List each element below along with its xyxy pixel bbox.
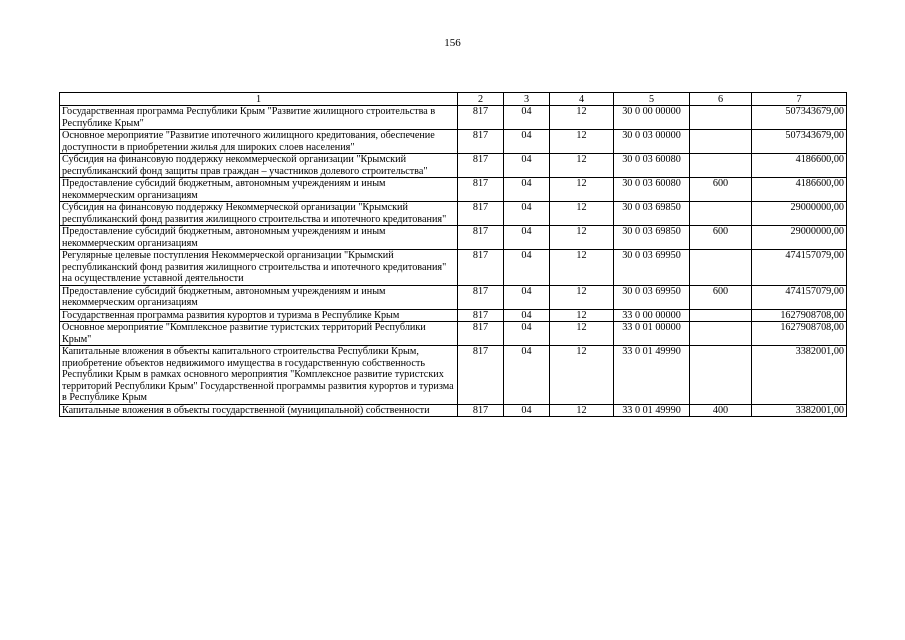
cell-csr: 30 0 03 69850 — [614, 202, 690, 226]
cell-vr — [690, 250, 752, 286]
cell-rz: 04 — [504, 285, 550, 309]
cell-pr: 12 — [550, 309, 614, 322]
cell-pr: 12 — [550, 250, 614, 286]
cell-ved: 817 — [458, 250, 504, 286]
cell-ved: 817 — [458, 202, 504, 226]
cell-name: Регулярные целевые поступления Некоммерческой организации "Крымский республиканский фонд развития жилищного строительства и ипотечного кредитования" на осуществление уставной деятельности — [60, 250, 458, 286]
cell-rz: 04 — [504, 106, 550, 130]
cell-ved: 817 — [458, 154, 504, 178]
cell-csr: 30 0 03 00000 — [614, 130, 690, 154]
cell-pr: 12 — [550, 154, 614, 178]
cell-csr: 30 0 03 60080 — [614, 154, 690, 178]
cell-rz: 04 — [504, 130, 550, 154]
cell-name: Капитальные вложения в объекты капитального строительства Республики Крым, приобретение объектов недвижимого имущества в государственную собственность Республики Крым в рамках основного мероприятия "Комплексное развитие туристских территорий Республики Крым" Государственной программы развития курортов и туризма в Республике Крым — [60, 346, 458, 405]
table-row — [60, 178, 847, 202]
cell-name: Субсидия на финансовую поддержку некоммерческой организации "Крымский республиканский фонд защиты прав граждан – участников долевого строительства" — [60, 154, 458, 178]
cell-sum: 4186600,00 — [752, 154, 847, 178]
cell-pr: 12 — [550, 106, 614, 130]
cell-vr — [690, 346, 752, 405]
cell-ved: 817 — [458, 322, 504, 346]
cell-vr: 600 — [690, 226, 752, 250]
cell-pr: 12 — [550, 346, 614, 405]
cell-pr: 12 — [550, 285, 614, 309]
column-header: 2 — [458, 93, 504, 106]
cell-vr: 400 — [690, 404, 752, 417]
page-number: 156 — [444, 37, 461, 49]
cell-pr: 12 — [550, 322, 614, 346]
cell-vr: 600 — [690, 178, 752, 202]
cell-csr: 33 0 01 49990 — [614, 404, 690, 417]
cell-name: Основное мероприятие "Развитие ипотечного жилищного кредитования, обеспечение доступности в приобретении жилья для широких слоев населения" — [60, 130, 458, 154]
cell-rz: 04 — [504, 309, 550, 322]
column-header: 1 — [60, 93, 458, 106]
cell-pr: 12 — [550, 178, 614, 202]
cell-pr: 12 — [550, 202, 614, 226]
table-row — [60, 130, 847, 154]
cell-name: Государственная программа Республики Крым "Развитие жилищного строительства в Республике Крым" — [60, 106, 458, 130]
table-row — [60, 285, 847, 309]
cell-rz: 04 — [504, 202, 550, 226]
cell-pr: 12 — [550, 404, 614, 417]
cell-sum: 1627908708,00 — [752, 322, 847, 346]
cell-name: Капитальные вложения в объекты государственной (муниципальной) собственности — [60, 404, 458, 417]
cell-name: Государственная программа развития курортов и туризма в Республике Крым — [60, 309, 458, 322]
column-header: 6 — [690, 93, 752, 106]
cell-name: Предоставление субсидий бюджетным, автономным учреждениям и иным некоммерческим организациям — [60, 285, 458, 309]
cell-rz: 04 — [504, 178, 550, 202]
cell-sum: 4186600,00 — [752, 178, 847, 202]
cell-sum: 1627908708,00 — [752, 309, 847, 322]
table-row — [60, 346, 847, 405]
cell-ved: 817 — [458, 130, 504, 154]
cell-rz: 04 — [504, 346, 550, 405]
cell-rz: 04 — [504, 154, 550, 178]
cell-csr: 33 0 01 00000 — [614, 322, 690, 346]
column-header: 4 — [550, 93, 614, 106]
budget-table — [59, 92, 847, 417]
table-row — [60, 226, 847, 250]
cell-sum: 3382001,00 — [752, 346, 847, 405]
cell-vr: 600 — [690, 285, 752, 309]
cell-csr: 30 0 00 00000 — [614, 106, 690, 130]
column-header: 7 — [752, 93, 847, 106]
cell-csr: 33 0 00 00000 — [614, 309, 690, 322]
cell-ved: 817 — [458, 285, 504, 309]
cell-name: Основное мероприятие "Комплексное развитие туристских территорий Республики Крым" — [60, 322, 458, 346]
cell-vr — [690, 202, 752, 226]
cell-name: Предоставление субсидий бюджетным, автономным учреждениям и иным некоммерческим организациям — [60, 226, 458, 250]
table-row — [60, 309, 847, 322]
cell-name: Предоставление субсидий бюджетным, автономным учреждениям и иным некоммерческим организациям — [60, 178, 458, 202]
cell-sum: 507343679,00 — [752, 130, 847, 154]
cell-sum: 474157079,00 — [752, 285, 847, 309]
cell-sum: 474157079,00 — [752, 250, 847, 286]
cell-ved: 817 — [458, 106, 504, 130]
cell-sum: 3382001,00 — [752, 404, 847, 417]
cell-vr — [690, 106, 752, 130]
cell-pr: 12 — [550, 226, 614, 250]
cell-ved: 817 — [458, 309, 504, 322]
cell-rz: 04 — [504, 322, 550, 346]
table-row — [60, 404, 847, 417]
cell-pr: 12 — [550, 130, 614, 154]
cell-csr: 30 0 03 69850 — [614, 226, 690, 250]
cell-rz: 04 — [504, 250, 550, 286]
table-row — [60, 250, 847, 286]
cell-sum: 29000000,00 — [752, 202, 847, 226]
cell-ved: 817 — [458, 346, 504, 405]
cell-name: Субсидия на финансовую поддержку Некоммерческой организации "Крымский республиканский фонд развития жилищного строительства и ипотечного кредитования" — [60, 202, 458, 226]
table-row — [60, 322, 847, 346]
cell-ved: 817 — [458, 226, 504, 250]
cell-csr: 30 0 03 60080 — [614, 178, 690, 202]
cell-ved: 817 — [458, 178, 504, 202]
cell-sum: 29000000,00 — [752, 226, 847, 250]
table-header-row — [60, 93, 847, 106]
cell-csr: 33 0 01 49990 — [614, 346, 690, 405]
table-row — [60, 154, 847, 178]
table-row — [60, 202, 847, 226]
table-row — [60, 106, 847, 130]
cell-csr: 30 0 03 69950 — [614, 250, 690, 286]
cell-sum: 507343679,00 — [752, 106, 847, 130]
cell-vr — [690, 309, 752, 322]
column-header: 5 — [614, 93, 690, 106]
cell-rz: 04 — [504, 404, 550, 417]
cell-vr — [690, 322, 752, 346]
cell-rz: 04 — [504, 226, 550, 250]
cell-vr — [690, 154, 752, 178]
cell-csr: 30 0 03 69950 — [614, 285, 690, 309]
column-header: 3 — [504, 93, 550, 106]
cell-vr — [690, 130, 752, 154]
cell-ved: 817 — [458, 404, 504, 417]
